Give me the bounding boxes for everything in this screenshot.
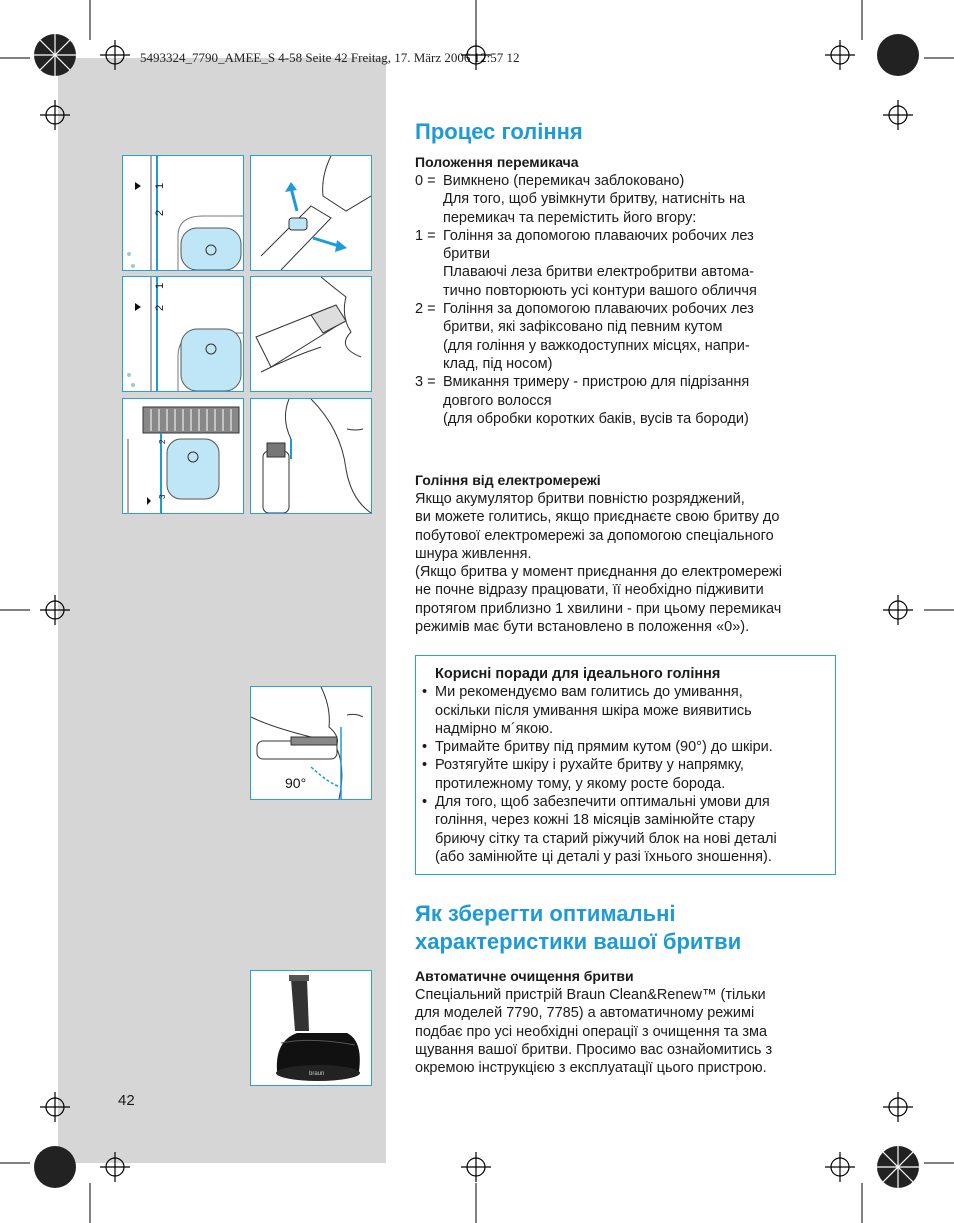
tip-item — [422, 793, 829, 866]
cleaning-heading: Автоматичне очищення бритви — [415, 968, 634, 984]
text-line: не почне відразу працювати, її необхідно підживити — [415, 582, 764, 599]
bullet-icon: • — [422, 757, 428, 774]
text-line: шнура живлення. — [415, 545, 532, 562]
cleaning-paragraph — [415, 986, 835, 1077]
figure-switch-position-3-trimmer — [122, 398, 244, 514]
switch-label-1b: 1 — [154, 282, 166, 289]
switch-item-number: 0 = — [415, 173, 436, 189]
tip-item — [422, 738, 829, 756]
text-line: (Якщо бритва у момент приєднання до електромережі — [415, 564, 782, 581]
text-line: оскільки після умивання шкіра може виявитись — [435, 702, 752, 719]
text-line: Вмикання тримеру - пристрою для підрізання — [443, 374, 750, 391]
figure-trimming-sideburns — [250, 398, 372, 514]
text-line: (для гоління у важкодоступних місцях, напри- — [443, 337, 750, 354]
text-line: для моделей 7790, 7785) а автоматичному режимі — [415, 1005, 755, 1022]
text-line: (або замінюйте ці деталі у разі їхнього зношення). — [435, 848, 772, 865]
text-line: надмірно м´якою. — [435, 720, 554, 737]
text-line: перемикач та перемістить його вгору: — [443, 209, 697, 226]
tip-item — [422, 683, 829, 738]
text-line: Спеціальний пристрій Braun Clean&Renew™ (тільки — [415, 987, 766, 1003]
text-line: Плаваючі леза бритви електробритви автома- — [443, 264, 754, 281]
section-title-shaving: Процес гоління — [415, 119, 583, 144]
bullet-icon: • — [422, 684, 428, 701]
station-logo: braun — [309, 1071, 325, 1077]
switch-label-1: 1 — [154, 182, 166, 189]
switch-heading: Положення перемикача — [415, 154, 579, 170]
switch-label-2c: 2 — [158, 439, 167, 444]
text-line: Гоління за допомогою плаваючих робочих лез — [443, 301, 754, 318]
switch-label-2: 2 — [154, 209, 166, 216]
bullet-icon: • — [422, 739, 428, 756]
figure-shaving-under-nose — [250, 276, 372, 392]
section-title-maintenance — [415, 900, 741, 956]
switch-item-0 — [415, 172, 835, 227]
text-line: Тримайте бритву під прямим кутом (90°) до шкіри. — [435, 739, 773, 756]
text-line: протилежному тому, у якому росте борода. — [435, 775, 726, 792]
text-line: клад, під носом) — [443, 355, 553, 372]
bullet-icon: • — [422, 794, 428, 811]
switch-label-2b: 2 — [154, 304, 166, 311]
print-header: 5493324_7790_AMEE_S 4-58 Seite 42 Freitag, 17. März 2006 12:57 12 — [140, 50, 520, 65]
text-line: режимів має бути встановлено в положення «0»). — [415, 619, 750, 636]
text-line: Розтягуйте шкіру і рухайте бритву у напрямку, — [435, 757, 744, 774]
mains-paragraph — [415, 490, 835, 636]
switch-label-3: 3 — [158, 494, 167, 499]
text-line: Гоління за допомогою плаваючих робочих лез — [443, 227, 754, 244]
figure-clean-renew-station — [250, 970, 372, 1086]
text-line: довгого волосся — [443, 392, 552, 409]
figure-switch-position-1 — [122, 155, 244, 271]
tips-box — [415, 655, 836, 875]
figure-switch-position-2 — [122, 276, 244, 392]
switch-item-3 — [415, 373, 835, 428]
switch-item-number: 3 = — [415, 374, 436, 391]
text-line: побутової електромережі за допомогою спеціального — [415, 527, 774, 544]
tip-item — [422, 756, 829, 793]
text-line: бриючу сітку та старий ріжучий блок на нові деталі — [435, 830, 777, 847]
page-number: 42 — [118, 1092, 135, 1109]
text-line: Для того, щоб увімкнути бритву, натисніть на — [443, 191, 746, 208]
text-line: ви можете голитись, якщо приєднаєте свою бритву до — [415, 509, 780, 526]
text-line: тично повторюють усі контури вашого обличчя — [443, 282, 757, 299]
switch-item-number: 2 = — [415, 301, 436, 318]
text-line: Якщо акумулятор бритви повністю розряджений, — [415, 491, 745, 507]
text-line: бритви, які зафіксовано під певним кутом — [443, 319, 723, 336]
title-line: Як зберегти оптимальні — [415, 901, 676, 926]
text-line: окремою інструкцією з експлуатації цього пристрою. — [415, 1060, 767, 1077]
figure-shaver-90-degree-angle — [250, 686, 372, 800]
text-line: бритви — [443, 246, 490, 263]
text-line: протягом приблизно 1 хвилини - при цьому перемикач — [415, 600, 782, 617]
text-line: Для того, щоб забезпечити оптимальні умови для — [435, 794, 770, 811]
angle-label: 90° — [285, 775, 307, 791]
mains-heading: Гоління від електромережі — [415, 472, 601, 488]
switch-positions-list — [415, 172, 835, 428]
switch-item-number: 1 = — [415, 227, 436, 244]
text-line: щування вашої бритви. Просимо вас ознайомитись з — [415, 1041, 773, 1058]
text-line: гоління, через кожні 18 місяців замінюйте стару — [435, 812, 755, 829]
text-line: Ми рекомендуємо вам голитись до умивання, — [435, 684, 743, 701]
tips-heading: Корисні поради для ідеального гоління — [435, 666, 721, 682]
text-line: (для обробки коротких баків, вусів та бороди) — [443, 410, 749, 427]
switch-item-2 — [415, 300, 835, 373]
switch-item-1 — [415, 227, 835, 300]
text-line: Вимкнено (перемикач заблоковано) — [443, 173, 685, 189]
title-line: характеристики вашої бритви — [415, 929, 742, 954]
text-line: подбає про усі необхідні операції з очищення та зма — [415, 1023, 768, 1040]
figure-switch-push-up — [250, 155, 372, 271]
